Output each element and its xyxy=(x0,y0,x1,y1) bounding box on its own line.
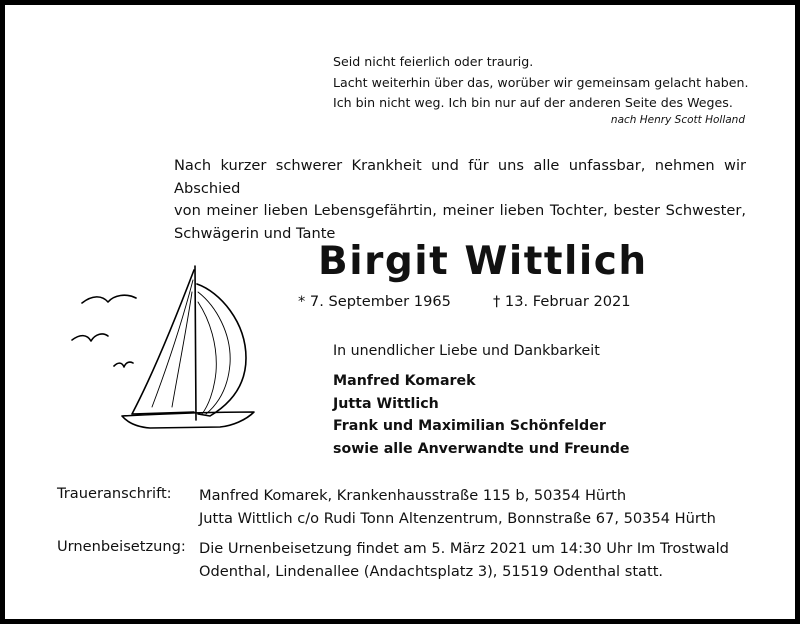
mourner-name: Jutta Wittlich xyxy=(333,395,439,412)
poem-line: Seid nicht feierlich oder traurig. xyxy=(333,54,534,69)
announcement-line: von meiner lieben Lebensgefährtin, meiner lieben Tochter, bester Schwester, xyxy=(174,202,746,219)
mourning-address-label: Traueranschrift: xyxy=(57,485,172,502)
mourners-intro: In unendlicher Liebe und Dankbarkeit xyxy=(333,343,600,359)
mourner-name: Frank und Maximilian Schönfelder xyxy=(333,418,606,435)
poem-attribution: nach Henry Scott Holland xyxy=(610,114,745,126)
mourner-name: Manfred Komarek xyxy=(333,373,476,389)
poem-line: Ich bin nicht weg. Ich bin nur auf der anderen Seite des Weges. xyxy=(333,95,733,110)
sail-seam xyxy=(198,302,216,414)
mourner-name: sowie alle Anverwandte und Freunde xyxy=(333,441,630,458)
address-line: Jutta Wittlich c/o Rudi Tonn Altenzentrum, Bonnstraße 67, 50354 Hürth xyxy=(199,509,716,527)
mourning-address xyxy=(199,485,716,530)
mast xyxy=(195,266,196,420)
urn-burial-label: Urnenbeisetzung: xyxy=(57,538,186,555)
deceased-name: Birgit Wittlich xyxy=(318,239,648,284)
birth-date: * 7. September 1965 xyxy=(298,293,451,310)
seagull-icon xyxy=(82,295,136,303)
hull xyxy=(122,412,254,428)
main-sail xyxy=(132,270,194,414)
urn-burial-line: Odenthal, Lindenallee (Andachtsplatz 3), 51519 Odenthal statt. xyxy=(199,562,664,580)
announcement-line: Nach kurzer schwerer Krankheit und für uns alle unfassbar, nehmen wir Abschied xyxy=(174,157,746,197)
urn-burial-line: Die Urnenbeisetzung findet am 5. März 2021 um 14:30 Uhr Im Trostwald xyxy=(199,540,729,557)
sail-seam xyxy=(172,292,192,407)
poem xyxy=(333,52,749,114)
seagull-icon xyxy=(114,362,133,367)
death-date: † 13. Februar 2021 xyxy=(493,293,631,310)
announcement-line: Schwägerin und Tante xyxy=(174,224,336,242)
sail-seam xyxy=(152,280,193,407)
seagull-icon xyxy=(72,334,108,341)
address-line: Manfred Komarek, Krankenhausstraße 115 b, 50354 Hürth xyxy=(199,487,627,504)
announcement-text xyxy=(174,155,746,245)
mourners-list xyxy=(333,370,630,461)
jib-sail xyxy=(197,284,246,416)
urn-burial-info xyxy=(199,538,729,583)
sailboat-with-seagulls-icon xyxy=(70,262,260,432)
poem-line: Lacht weiterhin über das, worüber wir gemeinsam gelacht haben. xyxy=(333,74,749,90)
